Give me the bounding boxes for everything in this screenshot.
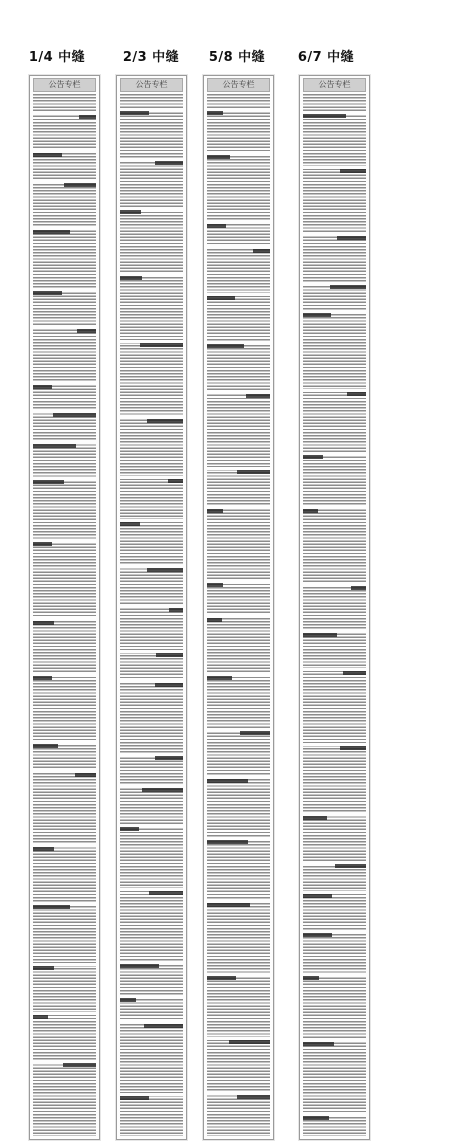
notice-heading-mark — [207, 344, 244, 348]
notice-heading-mark — [33, 153, 62, 157]
notice-heading-mark — [155, 683, 183, 687]
notice-heading-mark — [144, 1024, 183, 1028]
notice-strip-6-7 — [299, 75, 370, 1140]
notice-heading-mark — [351, 586, 366, 590]
notice-heading-mark — [207, 155, 230, 159]
notice-heading-mark — [169, 608, 183, 612]
notice-heading-mark — [120, 998, 136, 1002]
notice-heading-mark — [303, 933, 332, 937]
notice-heading-mark — [207, 779, 248, 783]
notice-heading-mark — [207, 296, 235, 300]
notice-heading-mark — [303, 1116, 329, 1120]
notice-heading-mark — [168, 479, 183, 483]
notice-heading-mark — [33, 847, 54, 851]
notice-heading-mark — [120, 210, 141, 214]
notice-heading-mark — [303, 816, 327, 820]
notice-heading-mark — [142, 788, 183, 792]
notice-heading-mark — [347, 392, 366, 396]
notice-heading-mark — [75, 773, 96, 777]
notice-heading-mark — [120, 1096, 149, 1100]
notice-heading-mark — [207, 111, 223, 115]
notice-heading-mark — [33, 905, 70, 909]
notice-heading-mark — [237, 470, 270, 474]
notice-heading-mark — [33, 676, 52, 680]
strip-header: 公告专栏 — [120, 78, 183, 92]
notice-heading-mark — [246, 394, 270, 398]
notice-heading-mark — [340, 169, 366, 173]
notice-strip-2-3 — [116, 75, 187, 1140]
notice-heading-mark — [207, 583, 223, 587]
notice-heading-mark — [207, 224, 226, 228]
notice-heading-mark — [33, 744, 58, 748]
notice-heading-mark — [303, 633, 337, 637]
notice-heading-mark — [53, 413, 96, 417]
notice-heading-mark — [330, 285, 366, 289]
notice-heading-mark — [79, 115, 96, 119]
column-title-1-4: 1/4 中缝 — [28, 50, 86, 65]
notice-heading-mark — [303, 114, 346, 118]
notice-heading-mark — [253, 249, 270, 253]
notice-heading-mark — [303, 894, 332, 898]
notice-heading-mark — [120, 964, 159, 968]
notice-heading-mark — [33, 230, 70, 234]
notice-heading-mark — [147, 568, 183, 572]
notice-heading-mark — [155, 756, 183, 760]
strip-header: 公告专栏 — [33, 78, 96, 92]
notice-text-block — [33, 94, 96, 1136]
notice-heading-mark — [155, 161, 183, 165]
column-title-5-8: 5/8 中缝 — [208, 50, 266, 65]
notice-strip-1-4 — [29, 75, 100, 1140]
notice-heading-mark — [147, 419, 183, 423]
notice-text-block — [303, 94, 366, 1136]
notice-heading-mark — [33, 291, 62, 295]
notice-heading-mark — [33, 621, 54, 625]
notice-heading-mark — [340, 746, 366, 750]
notice-heading-mark — [63, 1063, 96, 1067]
notice-heading-mark — [207, 509, 223, 513]
notice-heading-mark — [229, 1040, 270, 1044]
notice-heading-mark — [240, 731, 270, 735]
column-title-2-3: 2/3 中缝 — [122, 50, 180, 65]
notice-text-block — [120, 94, 183, 1136]
notice-heading-mark — [207, 903, 250, 907]
notice-heading-mark — [33, 480, 64, 484]
notice-text-block — [207, 94, 270, 1136]
strip-header: 公告专栏 — [303, 78, 366, 92]
notice-heading-mark — [303, 455, 323, 459]
column-title-6-7: 6/7 中缝 — [297, 50, 355, 65]
notice-heading-mark — [343, 671, 366, 675]
notice-heading-mark — [303, 1042, 334, 1046]
notice-heading-mark — [64, 183, 96, 187]
notice-heading-mark — [120, 111, 149, 115]
notice-heading-mark — [207, 840, 248, 844]
notice-heading-mark — [303, 509, 318, 513]
notice-heading-mark — [33, 385, 52, 389]
notice-heading-mark — [33, 444, 76, 448]
notice-heading-mark — [120, 522, 140, 526]
notice-heading-mark — [77, 329, 96, 333]
notice-heading-mark — [156, 653, 183, 657]
strip-header: 公告专栏 — [207, 78, 270, 92]
notice-heading-mark — [337, 236, 366, 240]
notice-strip-5-8 — [203, 75, 274, 1140]
notice-heading-mark — [207, 976, 236, 980]
notice-heading-mark — [237, 1095, 270, 1099]
notice-heading-mark — [140, 343, 183, 347]
notice-heading-mark — [33, 966, 54, 970]
notice-heading-mark — [33, 1015, 48, 1019]
notice-heading-mark — [207, 618, 222, 622]
notice-heading-mark — [120, 276, 142, 280]
notice-heading-mark — [149, 891, 183, 895]
notice-heading-mark — [303, 976, 319, 980]
notice-heading-mark — [335, 864, 366, 868]
notice-heading-mark — [33, 542, 52, 546]
notice-heading-mark — [120, 827, 139, 831]
notice-heading-mark — [207, 676, 232, 680]
notice-heading-mark — [303, 313, 331, 317]
